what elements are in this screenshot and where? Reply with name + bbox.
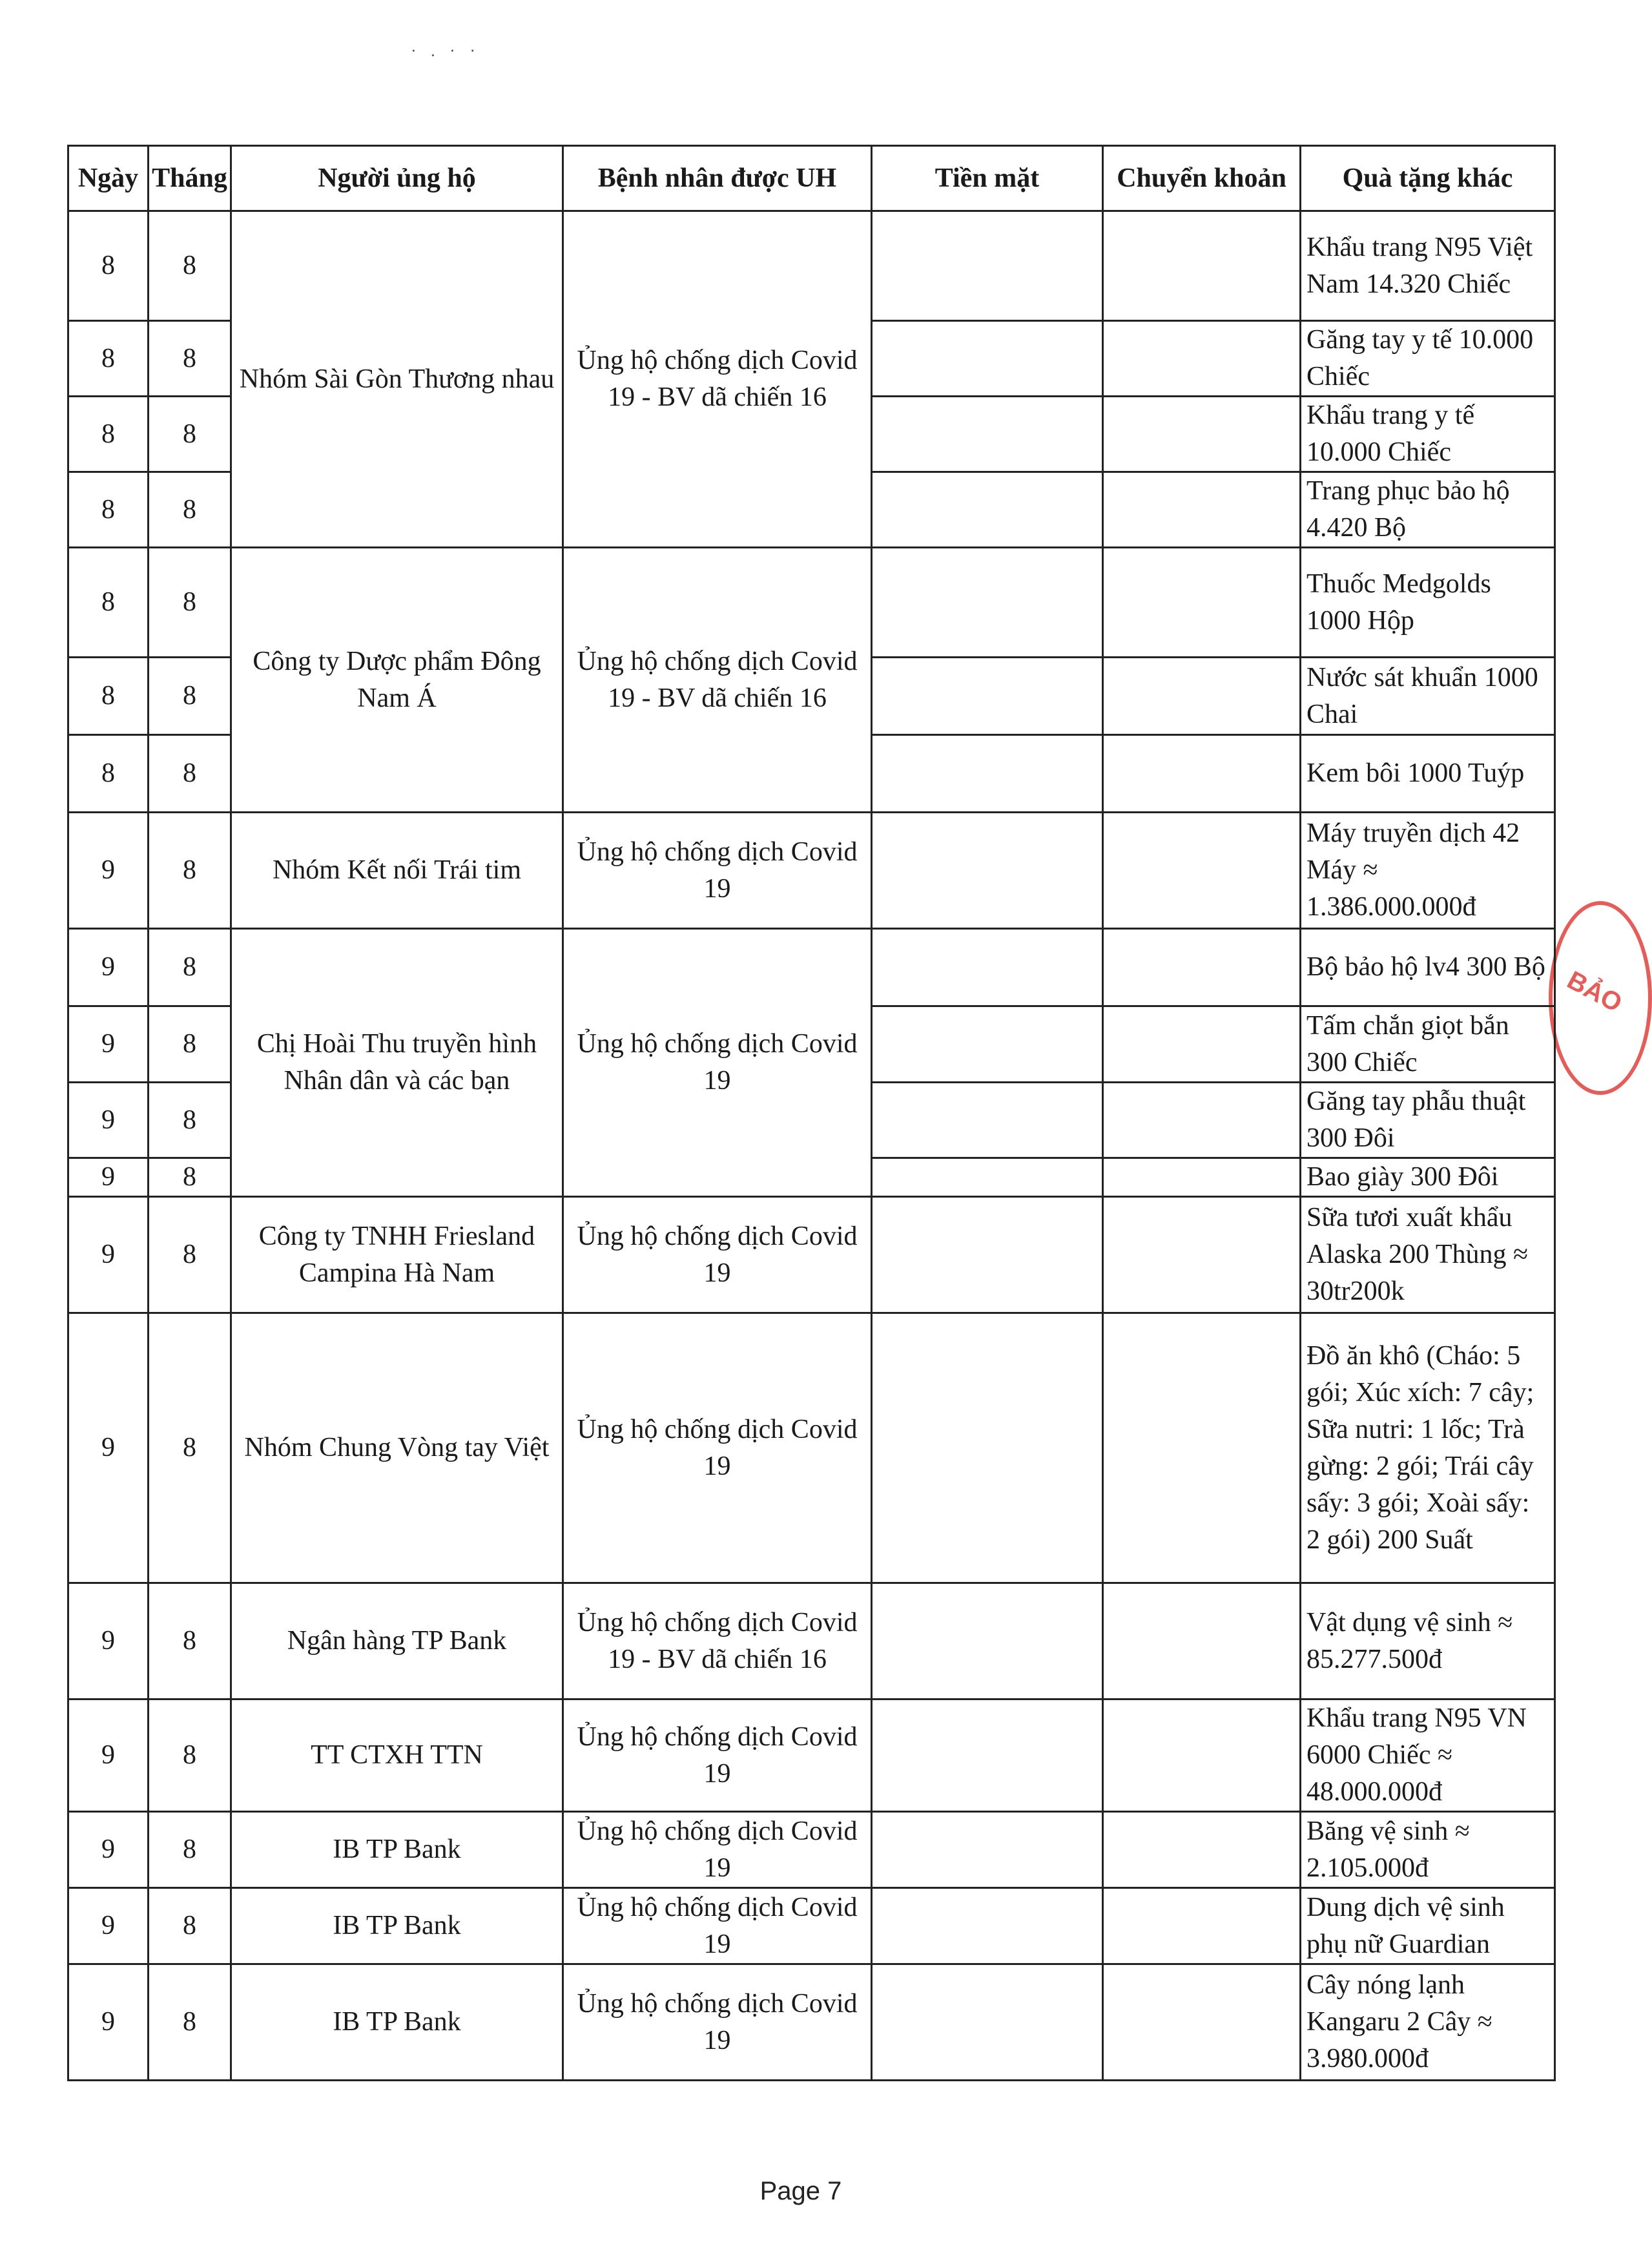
month-cell: 8 [149,929,231,1006]
day-cell: 9 [68,1700,149,1812]
day-cell: 9 [68,813,149,929]
page-number: Page 7 [759,2177,842,2205]
transfer-cell [1103,1006,1301,1083]
gift-cell: Trang phục bảo hộ 4.420 Bộ [1301,472,1555,548]
transfer-cell [1103,929,1301,1006]
cash-cell [872,321,1103,397]
transfer-cell [1103,211,1301,321]
donor-cell: TT CTXH TTN [231,1700,563,1812]
recipient-cell: Ủng hộ chống dịch Covid 19 [563,1197,872,1313]
table-row [68,1888,1555,1964]
donor-cell: Công ty TNHH Friesland Campina Hà Nam [231,1197,563,1313]
gift-cell: Tấm chắn giọt bắn 300 Chiếc [1301,1006,1555,1083]
scan-artifact: · . · · [411,41,480,60]
cash-cell [872,1158,1103,1197]
stamp-text: BẢO [1562,965,1627,1018]
month-cell: 8 [149,1313,231,1583]
red-stamp-seal [1549,901,1652,1095]
table-row [68,929,1555,1006]
donor-cell: IB TP Bank [231,1888,563,1964]
donor-cell: IB TP Bank [231,1964,563,2081]
gift-cell: Vật dụng vệ sinh ≈ 85.277.500đ [1301,1583,1555,1700]
donor-cell: Nhóm Sài Gòn Thương nhau [231,211,563,548]
month-cell: 8 [149,1583,231,1700]
header-recipient: Bệnh nhân được UH [563,146,872,211]
gift-cell: Bộ bảo hộ lv4 300 Bộ [1301,929,1555,1006]
day-cell: 9 [68,1583,149,1700]
recipient-cell: Ủng hộ chống dịch Covid 19 [563,1812,872,1888]
month-cell: 8 [149,658,231,735]
transfer-cell [1103,813,1301,929]
donation-table [67,145,1556,2081]
recipient-cell: Ủng hộ chống dịch Covid 19 [563,813,872,929]
day-cell: 9 [68,1812,149,1888]
transfer-cell [1103,472,1301,548]
month-cell: 8 [149,1197,231,1313]
cash-cell [872,1006,1103,1083]
cash-cell [872,658,1103,735]
table-row [68,813,1555,929]
transfer-cell [1103,1888,1301,1964]
cash-cell [872,211,1103,321]
gift-cell: Thuốc Medgolds 1000 Hộp [1301,548,1555,658]
header-transfer: Chuyển khoản [1103,146,1301,211]
gift-cell: Khẩu trang y tế 10.000 Chiếc [1301,397,1555,472]
donor-cell: Công ty Dược phẩm Đông Nam Á [231,548,563,813]
donor-cell: Nhóm Chung Vòng tay Việt [231,1313,563,1583]
recipient-cell: Ủng hộ chống dịch Covid 19 - BV dã chiến 16 [563,548,872,813]
month-cell: 8 [149,1812,231,1888]
recipient-cell: Ủng hộ chống dịch Covid 19 [563,1888,872,1964]
transfer-cell [1103,1083,1301,1158]
recipient-cell: Ủng hộ chống dịch Covid 19 [563,929,872,1197]
day-cell: 9 [68,1006,149,1083]
header-row [68,146,1555,211]
month-cell: 8 [149,735,231,813]
transfer-cell [1103,1964,1301,2081]
day-cell: 9 [68,1197,149,1313]
recipient-cell: Ủng hộ chống dịch Covid 19 - BV dã chiến 16 [563,1583,872,1700]
gift-cell: Kem bôi 1000 Tuýp [1301,735,1555,813]
month-cell: 8 [149,211,231,321]
cash-cell [872,1888,1103,1964]
table-row [68,1313,1555,1583]
transfer-cell [1103,1158,1301,1197]
day-cell: 8 [68,658,149,735]
gift-cell: Đồ ăn khô (Cháo: 5 gói; Xúc xích: 7 cây; Sữa nutri: 1 lốc; Trà gừng: 2 gói; Trái cây sấy: 3 gói; Xoài sấy: 2 gói) 200 Suất [1301,1313,1555,1583]
table-row [68,1197,1555,1313]
month-cell: 8 [149,1964,231,2081]
gift-cell: Băng vệ sinh ≈ 2.105.000đ [1301,1812,1555,1888]
header-donor: Người ủng hộ [231,146,563,211]
month-cell: 8 [149,548,231,658]
gift-cell: Găng tay y tế 10.000 Chiếc [1301,321,1555,397]
cash-cell [872,735,1103,813]
table-header [68,146,1555,211]
donor-cell: IB TP Bank [231,1812,563,1888]
donor-cell: Nhóm Kết nối Trái tim [231,813,563,929]
cash-cell [872,548,1103,658]
cash-cell [872,1313,1103,1583]
cash-cell [872,1700,1103,1812]
cash-cell [872,397,1103,472]
day-cell: 9 [68,1888,149,1964]
transfer-cell [1103,548,1301,658]
recipient-cell: Ủng hộ chống dịch Covid 19 - BV dã chiến 16 [563,211,872,548]
month-cell: 8 [149,1700,231,1812]
day-cell: 8 [68,735,149,813]
day-cell: 8 [68,397,149,472]
header-day: Ngày [68,146,149,211]
transfer-cell [1103,1197,1301,1313]
recipient-cell: Ủng hộ chống dịch Covid 19 [563,1964,872,2081]
cash-cell [872,1197,1103,1313]
cash-cell [872,1812,1103,1888]
table-body [68,211,1555,2081]
month-cell: 8 [149,1083,231,1158]
transfer-cell [1103,397,1301,472]
gift-cell: Găng tay phẫu thuật 300 Đôi [1301,1083,1555,1158]
cash-cell [872,929,1103,1006]
gift-cell: Khẩu trang N95 VN 6000 Chiếc ≈ 48.000.000đ [1301,1700,1555,1812]
table-row [68,211,1555,321]
day-cell: 9 [68,1083,149,1158]
table-row [68,1964,1555,2081]
transfer-cell [1103,1812,1301,1888]
month-cell: 8 [149,321,231,397]
donor-cell: Ngân hàng TP Bank [231,1583,563,1700]
gift-cell: Cây nóng lạnh Kangaru 2 Cây ≈ 3.980.000đ [1301,1964,1555,2081]
day-cell: 9 [68,1313,149,1583]
month-cell: 8 [149,1888,231,1964]
gift-cell: Dung dịch vệ sinh phụ nữ Guardian [1301,1888,1555,1964]
day-cell: 8 [68,211,149,321]
gift-cell: Sữa tươi xuất khẩu Alaska 200 Thùng ≈ 30tr200k [1301,1197,1555,1313]
gift-cell: Khẩu trang N95 Việt Nam 14.320 Chiếc [1301,211,1555,321]
table-row [68,1700,1555,1812]
month-cell: 8 [149,472,231,548]
cash-cell [872,1583,1103,1700]
transfer-cell [1103,735,1301,813]
gift-cell: Máy truyền dịch 42 Máy ≈ 1.386.000.000đ [1301,813,1555,929]
table-row [68,1812,1555,1888]
transfer-cell [1103,321,1301,397]
header-other-gifts: Quà tặng khác [1301,146,1555,211]
header-month: Tháng [149,146,231,211]
gift-cell: Nước sát khuẩn 1000 Chai [1301,658,1555,735]
month-cell: 8 [149,813,231,929]
cash-cell [872,813,1103,929]
donor-cell: Chị Hoài Thu truyền hình Nhân dân và các bạn [231,929,563,1197]
day-cell: 9 [68,1158,149,1197]
transfer-cell [1103,1583,1301,1700]
month-cell: 8 [149,1006,231,1083]
recipient-cell: Ủng hộ chống dịch Covid 19 [563,1313,872,1583]
cash-cell [872,1083,1103,1158]
day-cell: 9 [68,1964,149,2081]
gift-cell: Bao giày 300 Đôi [1301,1158,1555,1197]
cash-cell [872,472,1103,548]
transfer-cell [1103,658,1301,735]
day-cell: 9 [68,929,149,1006]
recipient-cell: Ủng hộ chống dịch Covid 19 [563,1700,872,1812]
table-row [68,548,1555,658]
month-cell: 8 [149,1158,231,1197]
transfer-cell [1103,1313,1301,1583]
table-row [68,1583,1555,1700]
header-cash: Tiền mặt [872,146,1103,211]
day-cell: 8 [68,321,149,397]
cash-cell [872,1964,1103,2081]
transfer-cell [1103,1700,1301,1812]
month-cell: 8 [149,397,231,472]
day-cell: 8 [68,472,149,548]
day-cell: 8 [68,548,149,658]
